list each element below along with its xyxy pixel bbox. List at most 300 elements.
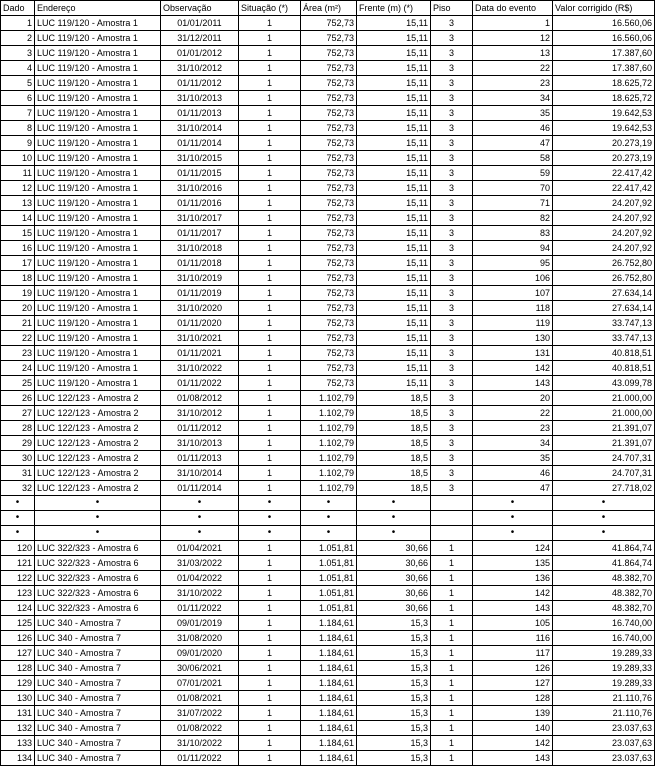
- cell-situacao: 1: [239, 256, 301, 271]
- cell-valor-corrigido: 26.752,80: [553, 256, 655, 271]
- cell-area: 1.184,61: [301, 631, 357, 646]
- ellipsis-cell: •: [161, 496, 239, 511]
- cell-piso: 3: [431, 376, 473, 391]
- cell-piso: 3: [431, 256, 473, 271]
- ellipsis-cell: •: [357, 511, 431, 526]
- cell-valor-corrigido: 24.707,31: [553, 451, 655, 466]
- header-endereco: Endereço: [35, 1, 161, 16]
- cell-valor-corrigido: 16.740,00: [553, 616, 655, 631]
- cell-situacao: 1: [239, 661, 301, 676]
- cell-data-evento: 23: [473, 421, 553, 436]
- cell-area: 1.184,61: [301, 646, 357, 661]
- cell-observacao: 31/10/2021: [161, 331, 239, 346]
- cell-data-evento: 59: [473, 166, 553, 181]
- cell-piso: 3: [431, 481, 473, 496]
- cell-situacao: 1: [239, 481, 301, 496]
- cell-dado: 30: [1, 451, 35, 466]
- table-row: [1, 361, 655, 376]
- cell-endereco: LUC 322/323 - Amostra 6: [35, 601, 161, 616]
- cell-observacao: 01/11/2022: [161, 751, 239, 766]
- cell-dado: 21: [1, 316, 35, 331]
- cell-piso: 3: [431, 76, 473, 91]
- cell-piso: 3: [431, 391, 473, 406]
- cell-endereco: LUC 119/120 - Amostra 1: [35, 301, 161, 316]
- cell-dado: 17: [1, 256, 35, 271]
- cell-piso: 3: [431, 196, 473, 211]
- cell-piso: 3: [431, 421, 473, 436]
- ellipsis-cell: •: [301, 526, 357, 541]
- cell-endereco: LUC 322/323 - Amostra 6: [35, 586, 161, 601]
- table-row: [1, 406, 655, 421]
- cell-observacao: 01/01/2012: [161, 46, 239, 61]
- cell-dado: 26: [1, 391, 35, 406]
- cell-observacao: 01/08/2022: [161, 721, 239, 736]
- cell-frente: 18,5: [357, 466, 431, 481]
- cell-dado: 29: [1, 436, 35, 451]
- cell-area: 1.184,61: [301, 721, 357, 736]
- cell-data-evento: 82: [473, 211, 553, 226]
- cell-valor-corrigido: 21.110,76: [553, 691, 655, 706]
- cell-observacao: 01/08/2012: [161, 391, 239, 406]
- cell-valor-corrigido: 27.634,14: [553, 301, 655, 316]
- cell-observacao: 31/10/2017: [161, 211, 239, 226]
- cell-frente: 15,3: [357, 631, 431, 646]
- cell-data-evento: 128: [473, 691, 553, 706]
- table-row: [1, 106, 655, 121]
- cell-piso: 3: [431, 271, 473, 286]
- table-row: [1, 451, 655, 466]
- cell-valor-corrigido: 20.273,19: [553, 136, 655, 151]
- table-row: [1, 346, 655, 361]
- cell-piso: 1: [431, 736, 473, 751]
- cell-piso: 3: [431, 46, 473, 61]
- cell-valor-corrigido: 19.289,33: [553, 661, 655, 676]
- cell-valor-corrigido: 22.417,42: [553, 166, 655, 181]
- cell-dado: 13: [1, 196, 35, 211]
- cell-situacao: 1: [239, 61, 301, 76]
- cell-data-evento: 47: [473, 481, 553, 496]
- cell-situacao: 1: [239, 136, 301, 151]
- cell-observacao: 01/11/2014: [161, 136, 239, 151]
- cell-data-evento: 46: [473, 466, 553, 481]
- cell-frente: 15,11: [357, 226, 431, 241]
- cell-piso: 3: [431, 61, 473, 76]
- cell-observacao: 31/10/2014: [161, 121, 239, 136]
- table-row: [1, 736, 655, 751]
- cell-valor-corrigido: 24.707,31: [553, 466, 655, 481]
- cell-situacao: 1: [239, 196, 301, 211]
- cell-data-evento: 136: [473, 571, 553, 586]
- cell-data-evento: 95: [473, 256, 553, 271]
- cell-frente: 15,11: [357, 46, 431, 61]
- ellipsis-cell: •: [553, 526, 655, 541]
- cell-endereco: LUC 340 - Amostra 7: [35, 616, 161, 631]
- cell-valor-corrigido: 26.752,80: [553, 271, 655, 286]
- cell-frente: 15,11: [357, 316, 431, 331]
- cell-data-evento: 130: [473, 331, 553, 346]
- cell-frente: 15,11: [357, 286, 431, 301]
- cell-situacao: 1: [239, 211, 301, 226]
- cell-observacao: 01/11/2019: [161, 286, 239, 301]
- cell-piso: 3: [431, 346, 473, 361]
- cell-piso: 3: [431, 301, 473, 316]
- cell-situacao: 1: [239, 286, 301, 301]
- cell-frente: 15,11: [357, 121, 431, 136]
- cell-valor-corrigido: 18.625,72: [553, 76, 655, 91]
- cell-data-evento: 22: [473, 406, 553, 421]
- cell-endereco: LUC 340 - Amostra 7: [35, 646, 161, 661]
- table-row: [1, 331, 655, 346]
- cell-frente: 15,11: [357, 376, 431, 391]
- cell-situacao: 1: [239, 391, 301, 406]
- cell-frente: 15,11: [357, 151, 431, 166]
- cell-data-evento: 71: [473, 196, 553, 211]
- cell-dado: 7: [1, 106, 35, 121]
- cell-dado: 11: [1, 166, 35, 181]
- cell-observacao: 09/01/2019: [161, 616, 239, 631]
- cell-piso: 3: [431, 211, 473, 226]
- cell-piso: 1: [431, 706, 473, 721]
- cell-observacao: 01/11/2013: [161, 106, 239, 121]
- cell-data-evento: 118: [473, 301, 553, 316]
- cell-frente: 18,5: [357, 436, 431, 451]
- cell-piso: 1: [431, 601, 473, 616]
- cell-dado: 2: [1, 31, 35, 46]
- cell-data-evento: 139: [473, 706, 553, 721]
- cell-data-evento: 140: [473, 721, 553, 736]
- cell-endereco: LUC 119/120 - Amostra 1: [35, 106, 161, 121]
- cell-situacao: 1: [239, 241, 301, 256]
- header-piso: Piso: [431, 1, 473, 16]
- cell-valor-corrigido: 41.864,74: [553, 556, 655, 571]
- cell-area: 752,73: [301, 226, 357, 241]
- cell-piso: 1: [431, 556, 473, 571]
- cell-dado: 124: [1, 601, 35, 616]
- cell-dado: 4: [1, 61, 35, 76]
- cell-frente: 30,66: [357, 571, 431, 586]
- cell-area: 1.102,79: [301, 421, 357, 436]
- cell-endereco: LUC 119/120 - Amostra 1: [35, 316, 161, 331]
- cell-frente: 15,11: [357, 181, 431, 196]
- cell-situacao: 1: [239, 31, 301, 46]
- cell-observacao: 09/01/2020: [161, 646, 239, 661]
- cell-endereco: LUC 119/120 - Amostra 1: [35, 331, 161, 346]
- cell-valor-corrigido: 21.391,07: [553, 421, 655, 436]
- cell-valor-corrigido: 48.382,70: [553, 571, 655, 586]
- cell-area: 752,73: [301, 301, 357, 316]
- cell-frente: 15,11: [357, 16, 431, 31]
- cell-frente: 15,11: [357, 241, 431, 256]
- cell-area: 1.184,61: [301, 691, 357, 706]
- cell-observacao: 31/10/2014: [161, 466, 239, 481]
- cell-situacao: 1: [239, 586, 301, 601]
- cell-endereco: LUC 119/120 - Amostra 1: [35, 286, 161, 301]
- header-frente: Frente (m) (*): [357, 1, 431, 16]
- ellipsis-cell: •: [553, 511, 655, 526]
- cell-data-evento: 35: [473, 451, 553, 466]
- cell-data-evento: 22: [473, 61, 553, 76]
- cell-situacao: 1: [239, 301, 301, 316]
- table-row: [1, 631, 655, 646]
- table-row: [1, 601, 655, 616]
- cell-situacao: 1: [239, 646, 301, 661]
- cell-observacao: 31/03/2022: [161, 556, 239, 571]
- table-row: [1, 466, 655, 481]
- cell-valor-corrigido: 27.634,14: [553, 286, 655, 301]
- ellipsis-cell: •: [473, 526, 553, 541]
- cell-endereco: LUC 122/123 - Amostra 2: [35, 436, 161, 451]
- cell-valor-corrigido: 16.740,00: [553, 631, 655, 646]
- cell-observacao: 31/10/2012: [161, 406, 239, 421]
- cell-situacao: 1: [239, 271, 301, 286]
- header-situacao: Situação (*): [239, 1, 301, 16]
- cell-situacao: 1: [239, 541, 301, 556]
- cell-situacao: 1: [239, 376, 301, 391]
- cell-frente: 15,11: [357, 211, 431, 226]
- cell-frente: 15,3: [357, 616, 431, 631]
- cell-valor-corrigido: 33.747,13: [553, 331, 655, 346]
- ellipsis-cell: [431, 526, 473, 541]
- cell-area: 1.102,79: [301, 406, 357, 421]
- cell-piso: 3: [431, 286, 473, 301]
- cell-endereco: LUC 119/120 - Amostra 1: [35, 151, 161, 166]
- cell-endereco: LUC 340 - Amostra 7: [35, 721, 161, 736]
- cell-endereco: LUC 119/120 - Amostra 1: [35, 241, 161, 256]
- table-row: [1, 751, 655, 766]
- cell-piso: 1: [431, 571, 473, 586]
- table-row: [1, 136, 655, 151]
- cell-area: 1.184,61: [301, 676, 357, 691]
- cell-data-evento: 70: [473, 181, 553, 196]
- cell-data-evento: 35: [473, 106, 553, 121]
- cell-situacao: 1: [239, 676, 301, 691]
- ellipsis-cell: •: [161, 511, 239, 526]
- cell-piso: 3: [431, 241, 473, 256]
- cell-piso: 3: [431, 451, 473, 466]
- table-row: [1, 391, 655, 406]
- cell-dado: 5: [1, 76, 35, 91]
- cell-area: 1.051,81: [301, 586, 357, 601]
- cell-observacao: 01/11/2021: [161, 346, 239, 361]
- table-row: [1, 181, 655, 196]
- cell-endereco: LUC 322/323 - Amostra 6: [35, 556, 161, 571]
- cell-endereco: LUC 119/120 - Amostra 1: [35, 346, 161, 361]
- cell-valor-corrigido: 19.642,53: [553, 121, 655, 136]
- table-row: [1, 676, 655, 691]
- cell-situacao: 1: [239, 16, 301, 31]
- cell-valor-corrigido: 40.818,51: [553, 361, 655, 376]
- cell-observacao: 31/10/2022: [161, 736, 239, 751]
- table-row: [1, 16, 655, 31]
- cell-observacao: 31/08/2020: [161, 631, 239, 646]
- cell-area: 752,73: [301, 286, 357, 301]
- cell-observacao: 01/11/2020: [161, 316, 239, 331]
- cell-piso: 3: [431, 121, 473, 136]
- cell-frente: 15,11: [357, 91, 431, 106]
- cell-endereco: LUC 122/123 - Amostra 2: [35, 421, 161, 436]
- cell-piso: 3: [431, 106, 473, 121]
- ellipsis-cell: •: [357, 526, 431, 541]
- table-row: [1, 211, 655, 226]
- cell-dado: 125: [1, 616, 35, 631]
- cell-situacao: 1: [239, 346, 301, 361]
- cell-dado: 6: [1, 91, 35, 106]
- cell-dado: 122: [1, 571, 35, 586]
- cell-dado: 10: [1, 151, 35, 166]
- cell-area: 752,73: [301, 316, 357, 331]
- cell-valor-corrigido: 40.818,51: [553, 346, 655, 361]
- cell-dado: 127: [1, 646, 35, 661]
- cell-situacao: 1: [239, 121, 301, 136]
- cell-endereco: LUC 119/120 - Amostra 1: [35, 181, 161, 196]
- cell-frente: 30,66: [357, 541, 431, 556]
- cell-data-evento: 34: [473, 436, 553, 451]
- cell-dado: 132: [1, 721, 35, 736]
- cell-endereco: LUC 122/123 - Amostra 2: [35, 466, 161, 481]
- ellipsis-cell: •: [553, 496, 655, 511]
- table-row: [1, 46, 655, 61]
- cell-observacao: 01/11/2016: [161, 196, 239, 211]
- cell-situacao: 1: [239, 421, 301, 436]
- cell-piso: 3: [431, 136, 473, 151]
- cell-dado: 28: [1, 421, 35, 436]
- table-row: [1, 301, 655, 316]
- cell-frente: 15,3: [357, 646, 431, 661]
- cell-observacao: 01/01/2011: [161, 16, 239, 31]
- cell-data-evento: 127: [473, 676, 553, 691]
- table-row: [1, 376, 655, 391]
- cell-valor-corrigido: 19.289,33: [553, 676, 655, 691]
- cell-frente: 15,11: [357, 346, 431, 361]
- ellipsis-cell: •: [1, 496, 35, 511]
- cell-area: 752,73: [301, 31, 357, 46]
- cell-data-evento: 1: [473, 16, 553, 31]
- cell-area: 1.051,81: [301, 601, 357, 616]
- cell-area: 1.051,81: [301, 571, 357, 586]
- cell-situacao: 1: [239, 76, 301, 91]
- ellipsis-cell: •: [473, 511, 553, 526]
- table-row: [1, 121, 655, 136]
- cell-data-evento: 34: [473, 91, 553, 106]
- cell-area: 752,73: [301, 331, 357, 346]
- cell-endereco: LUC 340 - Amostra 7: [35, 661, 161, 676]
- cell-valor-corrigido: 21.000,00: [553, 406, 655, 421]
- cell-data-evento: 46: [473, 121, 553, 136]
- cell-area: 1.051,81: [301, 556, 357, 571]
- cell-valor-corrigido: 17.387,60: [553, 46, 655, 61]
- table-row: [1, 256, 655, 271]
- cell-data-evento: 142: [473, 361, 553, 376]
- ellipsis-cell: [431, 496, 473, 511]
- cell-area: 752,73: [301, 256, 357, 271]
- cell-valor-corrigido: 20.273,19: [553, 151, 655, 166]
- cell-endereco: LUC 119/120 - Amostra 1: [35, 256, 161, 271]
- cell-area: 1.184,61: [301, 706, 357, 721]
- cell-observacao: 01/11/2022: [161, 601, 239, 616]
- cell-situacao: 1: [239, 361, 301, 376]
- header-observacao: Observação: [161, 1, 239, 16]
- cell-data-evento: 47: [473, 136, 553, 151]
- cell-situacao: 1: [239, 601, 301, 616]
- cell-situacao: 1: [239, 736, 301, 751]
- cell-observacao: 01/11/2017: [161, 226, 239, 241]
- cell-piso: 1: [431, 541, 473, 556]
- cell-frente: 18,5: [357, 391, 431, 406]
- table-row: [1, 721, 655, 736]
- cell-frente: 18,5: [357, 481, 431, 496]
- cell-data-evento: 83: [473, 226, 553, 241]
- table-row: [1, 226, 655, 241]
- cell-situacao: 1: [239, 436, 301, 451]
- cell-dado: 131: [1, 706, 35, 721]
- cell-dado: 129: [1, 676, 35, 691]
- cell-piso: 3: [431, 316, 473, 331]
- cell-observacao: 31/10/2022: [161, 586, 239, 601]
- cell-endereco: LUC 119/120 - Amostra 1: [35, 31, 161, 46]
- cell-area: 752,73: [301, 241, 357, 256]
- cell-valor-corrigido: 19.642,53: [553, 106, 655, 121]
- cell-endereco: LUC 122/123 - Amostra 2: [35, 406, 161, 421]
- cell-piso: 3: [431, 436, 473, 451]
- cell-situacao: 1: [239, 451, 301, 466]
- cell-area: 752,73: [301, 211, 357, 226]
- cell-endereco: LUC 340 - Amostra 7: [35, 691, 161, 706]
- cell-valor-corrigido: 23.037,63: [553, 721, 655, 736]
- cell-data-evento: 142: [473, 736, 553, 751]
- cell-area: 1.184,61: [301, 751, 357, 766]
- cell-situacao: 1: [239, 571, 301, 586]
- cell-frente: 15,11: [357, 301, 431, 316]
- cell-dado: 24: [1, 361, 35, 376]
- ellipsis-cell: •: [35, 526, 161, 541]
- table-row: [1, 661, 655, 676]
- cell-area: 752,73: [301, 166, 357, 181]
- cell-area: 1.102,79: [301, 481, 357, 496]
- header-area: Área (m²): [301, 1, 357, 16]
- cell-observacao: 01/04/2021: [161, 541, 239, 556]
- cell-piso: 3: [431, 181, 473, 196]
- cell-situacao: 1: [239, 46, 301, 61]
- cell-observacao: 31/12/2011: [161, 31, 239, 46]
- cell-data-evento: 116: [473, 631, 553, 646]
- cell-piso: 1: [431, 661, 473, 676]
- cell-piso: 1: [431, 721, 473, 736]
- cell-piso: 1: [431, 646, 473, 661]
- cell-data-evento: 117: [473, 646, 553, 661]
- table-body: [1, 16, 655, 766]
- cell-piso: 3: [431, 331, 473, 346]
- cell-observacao: 01/11/2013: [161, 451, 239, 466]
- cell-frente: 18,5: [357, 421, 431, 436]
- cell-area: 752,73: [301, 361, 357, 376]
- cell-area: 752,73: [301, 151, 357, 166]
- cell-valor-corrigido: 27.718,02: [553, 481, 655, 496]
- cell-situacao: 1: [239, 331, 301, 346]
- cell-endereco: LUC 340 - Amostra 7: [35, 706, 161, 721]
- cell-valor-corrigido: 23.037,63: [553, 736, 655, 751]
- cell-observacao: 07/01/2021: [161, 676, 239, 691]
- cell-valor-corrigido: 21.000,00: [553, 391, 655, 406]
- cell-frente: 15,11: [357, 196, 431, 211]
- cell-data-evento: 23: [473, 76, 553, 91]
- cell-frente: 15,3: [357, 751, 431, 766]
- table-row: [1, 271, 655, 286]
- header-data-evento: Data do evento: [473, 1, 553, 16]
- cell-frente: 15,11: [357, 271, 431, 286]
- table-row: [1, 556, 655, 571]
- cell-piso: 3: [431, 166, 473, 181]
- cell-area: 752,73: [301, 16, 357, 31]
